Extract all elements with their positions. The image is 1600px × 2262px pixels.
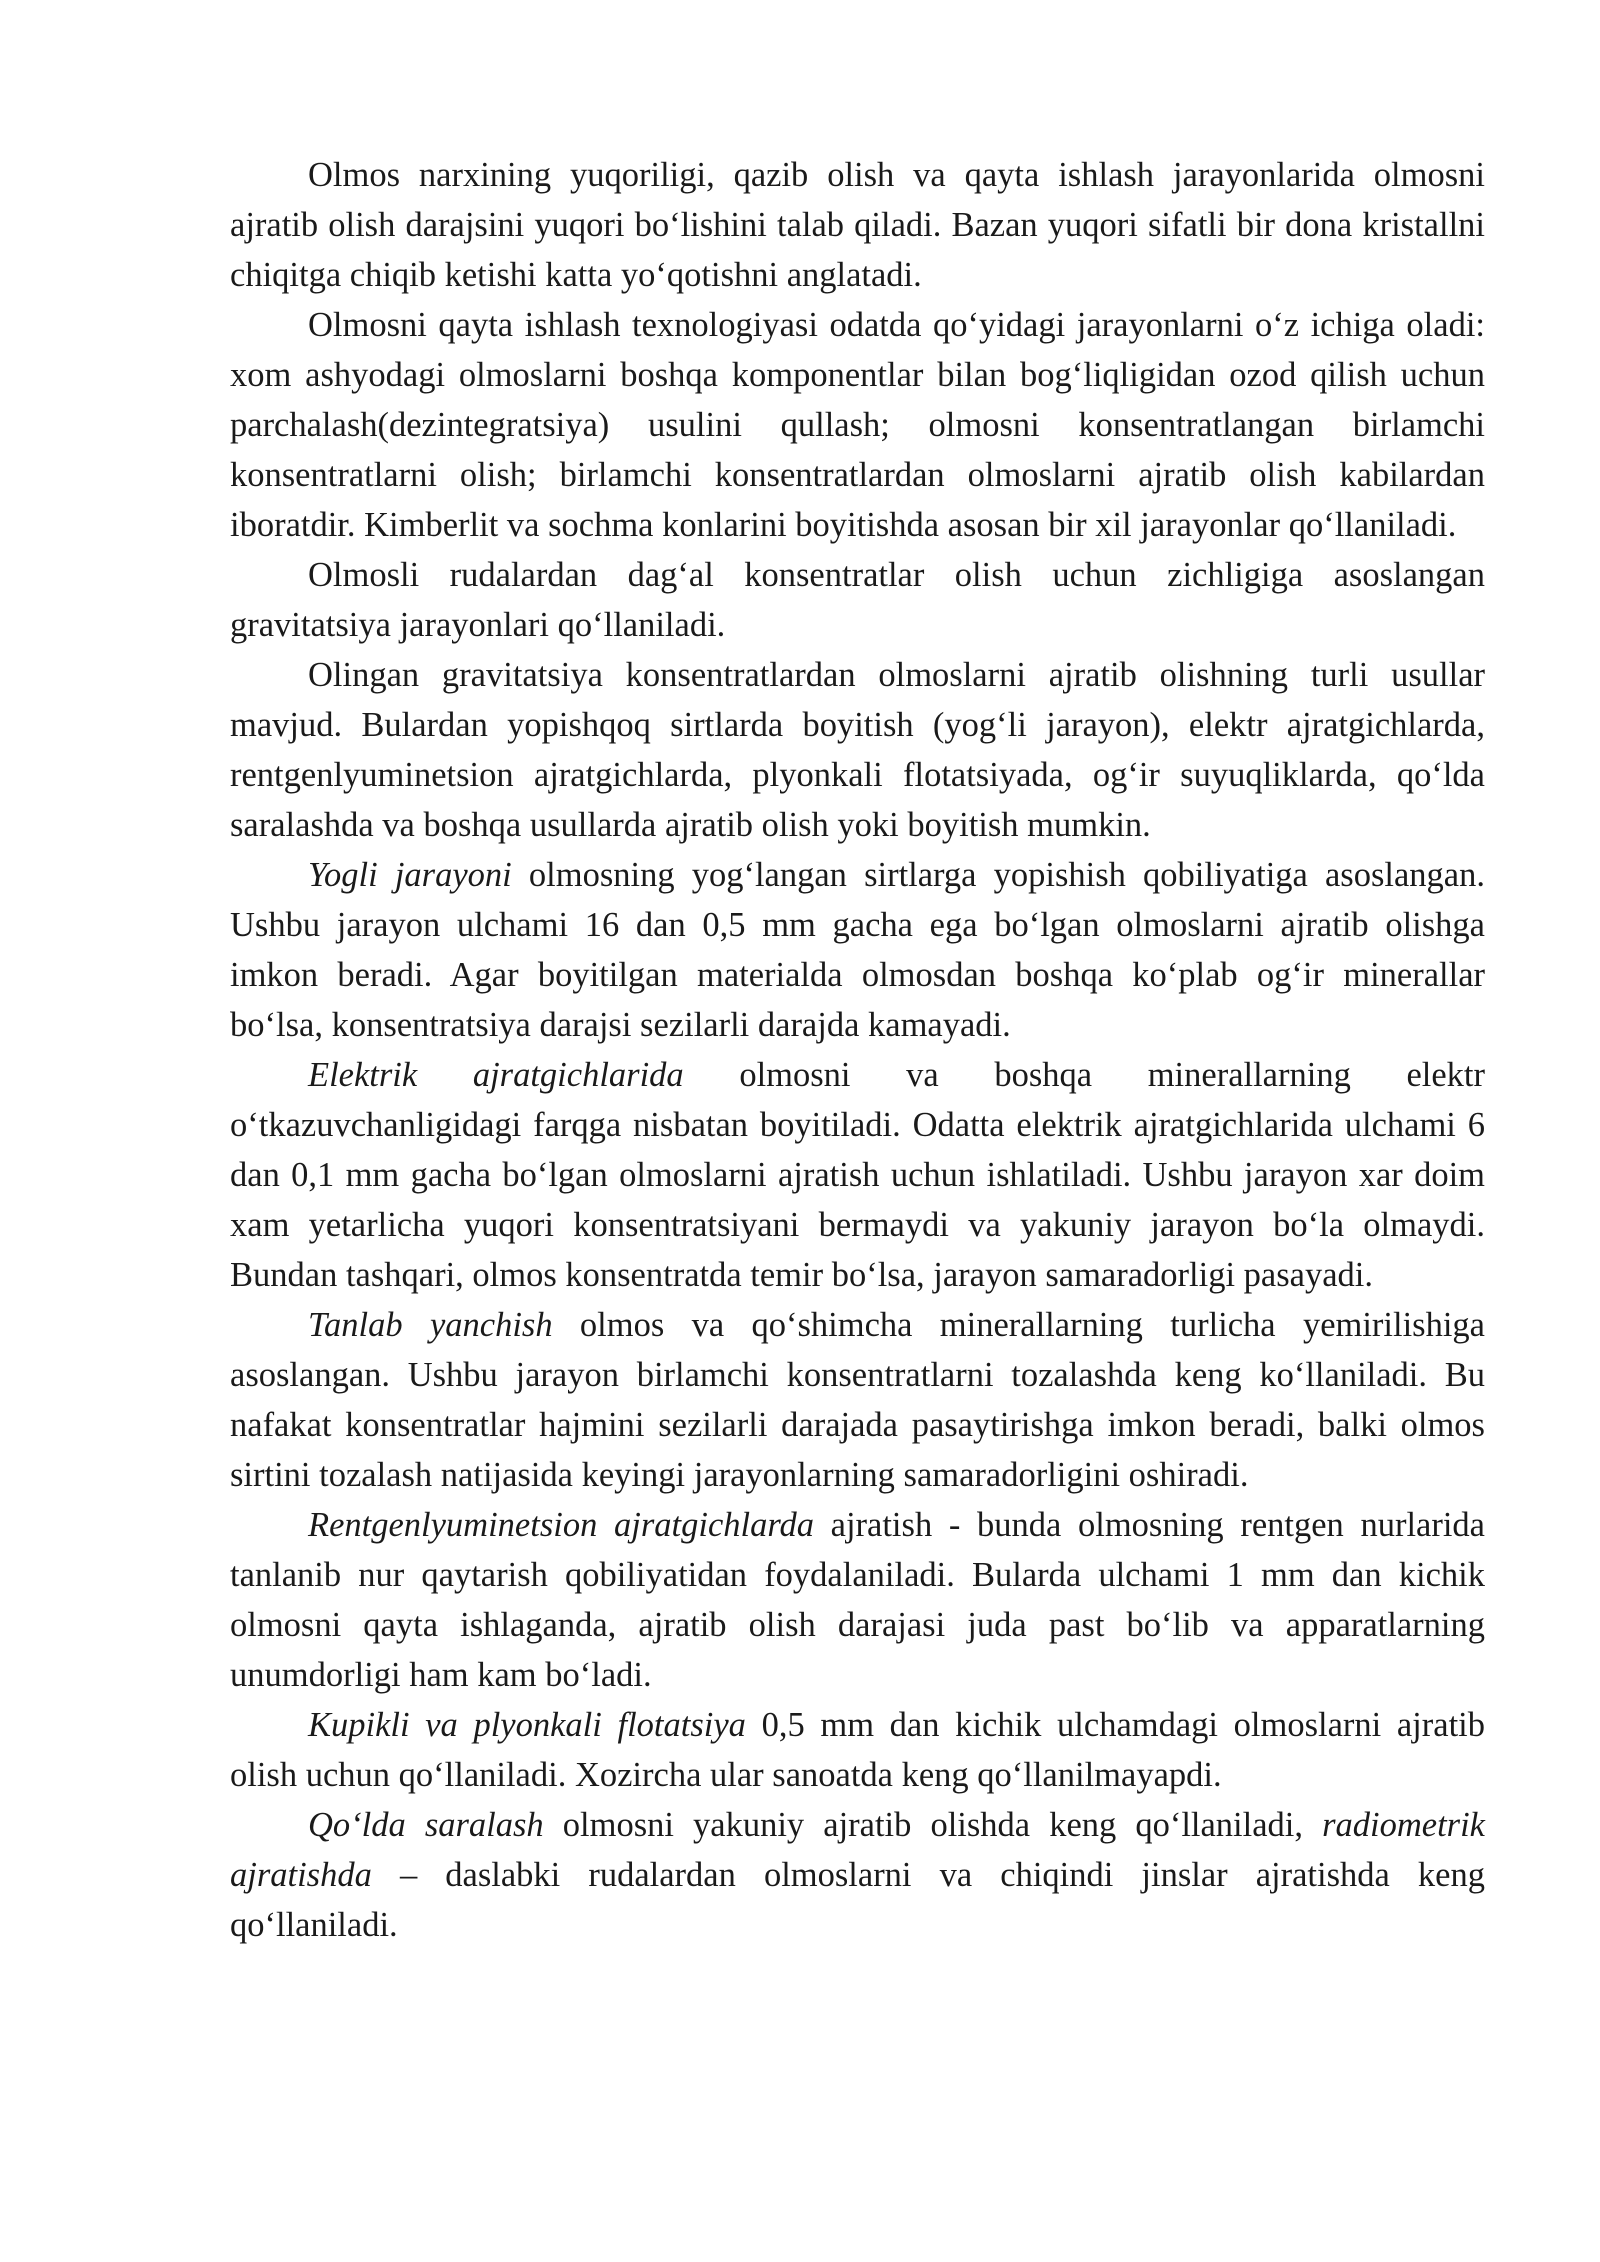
paragraph-text: olmos va qo‘shimcha minerallarning turlicha yemirilishiga asoslangan. Ushbu jarayon birlamchi konsentratlarni tozalashda keng ko‘llaniladi. Bu nafakat konsentratlar hajmini sezilarli darajada pasaytirishga imkon beradi, balki olmos sirtini tozalash natijasida keyingi jarayonlarning samaradorligini oshiradi.: [230, 1306, 1485, 1494]
paragraph-text: – daslabki rudalardan olmoslarni va chiqindi jinslar ajratishda keng qo‘llaniladi.: [230, 1856, 1485, 1944]
paragraph-text: Olmosni qayta ishlash texnologiyasi odatda qo‘yidagi jarayonlarni o‘z ichiga oladi: xom ashyodagi olmoslarni boshqa komponentlar bilan bog‘liqligidan ozod qilish uchun parchalash(dezintegratsiya) usulini qullash; olmosni konsentratlangan birlamchi konsentratlarni olish; birlamchi konsentratlardan olmoslarni ajratib olish kabilardan iboratdir. Kimberlit va sochma konlarini boyitishda asosan bir xil jarayonlar qo‘llaniladi.: [230, 306, 1485, 544]
paragraph: [230, 650, 1485, 850]
italic-term: Qo‘lda saralash: [308, 1806, 544, 1844]
document-body: [230, 150, 1485, 1950]
italic-term: Tanlab yanchish: [308, 1306, 553, 1344]
paragraph: [230, 850, 1485, 1050]
italic-term: Rentgenlyuminetsion ajratgichlarda: [308, 1506, 814, 1544]
italic-term: radiometrik ajratishda: [230, 1806, 1485, 1894]
paragraph: [230, 150, 1485, 300]
italic-term: Kupikli va plyonkali flotatsiya: [308, 1706, 746, 1744]
paragraph-text: Olmos narxining yuqoriligi, qazib olish va qayta ishlash jarayonlarida olmosni ajratib olish darajsini yuqori bo‘lishini talab qiladi. Bazan yuqori sifatli bir dona kristallni chiqitga chiqib ketishi katta yo‘qotishni anglatadi.: [230, 156, 1485, 294]
paragraph-text: 0,5 mm dan kichik ulchamdagi olmoslarni ajratib olish uchun qo‘llaniladi. Xozircha ular sanoatda keng qo‘llanilmayapdi.: [230, 1706, 1485, 1794]
italic-term: Yogli jarayoni: [308, 856, 512, 894]
paragraph-text: Olmosli rudalardan dag‘al konsentratlar olish uchun zichligiga asoslangan gravitatsiya jarayonlari qo‘llaniladi.: [230, 556, 1485, 644]
paragraph-text: olmosni va boshqa minerallarning elektr o‘tkazuvchanligidagi farqga nisbatan boyitiladi. Odatta elektrik ajratgichlarida ulchami 6 dan 0,1 mm gacha bo‘lgan olmoslarni ajratish uchun ishlatiladi. Ushbu jarayon xar doim xam yetarlicha yuqori konsentratsiyani bermaydi va yakuniy jarayon bo‘la olmaydi. Bundan tashqari, olmos konsentratda temir bo‘lsa, jarayon samaradorligi pasayadi.: [230, 1056, 1485, 1294]
paragraph: [230, 1050, 1485, 1300]
paragraph: [230, 1500, 1485, 1700]
paragraph: [230, 300, 1485, 550]
italic-term: Elektrik ajratgichlarida: [308, 1056, 684, 1094]
paragraph-text: olmosni yakuniy ajratib olishda keng qo‘llaniladi,: [543, 1806, 1323, 1844]
paragraph: [230, 1700, 1485, 1800]
paragraph-text: olmosning yog‘langan sirtlarga yopishish qobiliyatiga asoslangan. Ushbu jarayon ulchami 16 dan 0,5 mm gacha ega bo‘lgan olmoslarni ajratib olishga imkon beradi. Agar boyitilgan materialda olmosdan boshqa ko‘plab og‘ir minerallar bo‘lsa, konsentratsiya darajsi sezilarli darajda kamayadi.: [230, 856, 1485, 1044]
paragraph: [230, 1800, 1485, 1950]
paragraph: [230, 550, 1485, 650]
paragraph-text: ajratish - bunda olmosning rentgen nurlarida tanlanib nur qaytarish qobiliyatidan foydalaniladi. Bularda ulchami 1 mm dan kichik olmosni qayta ishlaganda, ajratib olish darajasi juda past bo‘lib va apparatlarning unumdorligi ham kam bo‘ladi.: [230, 1506, 1485, 1694]
paragraph-text: Olingan gravitatsiya konsentratlardan olmoslarni ajratib olishning turli usullar mavjud. Bulardan yopishqoq sirtlarda boyitish (yog‘li jarayon), elektr ajratgichlarda, rentgenlyuminetsion ajratgichlarda, plyonkali flotatsiyada, og‘ir suyuqliklarda, qo‘lda saralashda va boshqa usullarda ajratib olish yoki boyitish mumkin.: [230, 656, 1485, 844]
paragraph: [230, 1300, 1485, 1500]
